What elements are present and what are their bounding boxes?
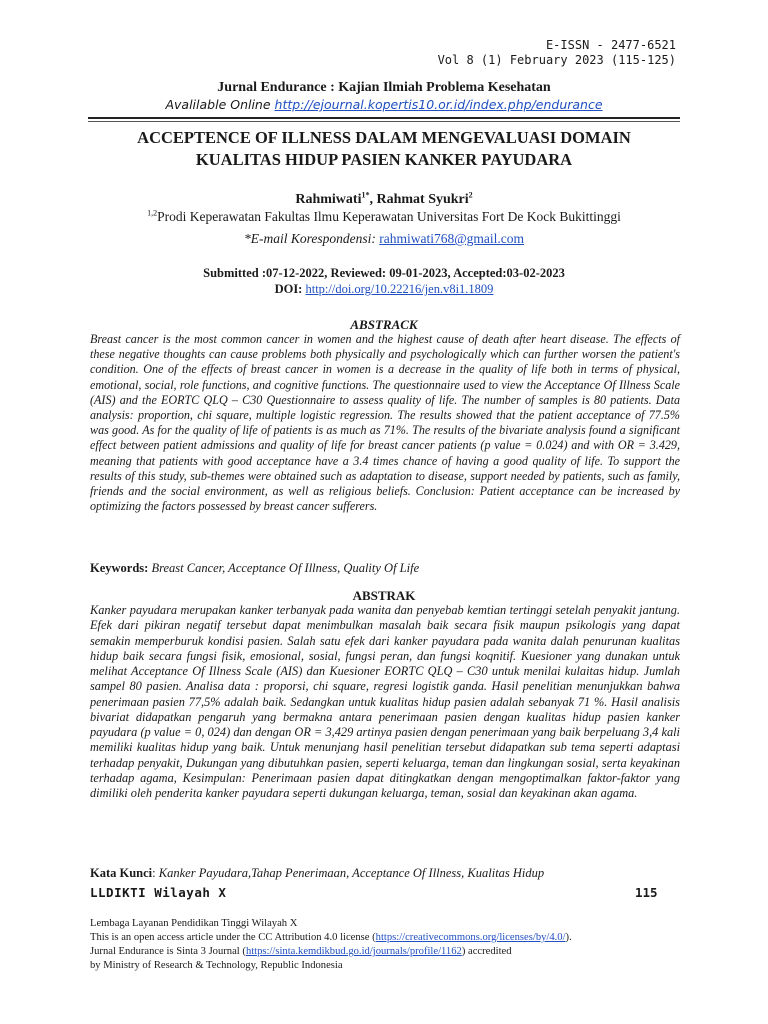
abstract-en-heading [0,317,768,333]
abstract-en-heading-text: ABSTRACK [350,317,418,332]
header-rule-top [88,117,680,119]
doi-label: DOI: [274,282,303,296]
journal-url-link[interactable]: http://ejournal.kopertis10.or.id/index.php/endurance [274,97,603,112]
title-line-1: ACCEPTENCE OF ILLNESS DALAM MENGEVALUASI DOMAIN [137,128,631,147]
keywords-id: Kata Kunci: Kanker Payudara,Tahap Penerimaan, Acceptance Of Illness, Kualitas Hidup [90,866,545,880]
affiliation [0,209,768,225]
affiliation-sup: 1,2 [147,208,158,218]
doi-link[interactable]: http://doi.org/10.22216/jen.v8i1.1809 [305,282,494,296]
available-label: Avalilable Online [165,97,271,112]
abstract-en-body: Breast cancer is the most common cancer in women and the highest cause of death after heart disease. The effects of these negative thoughts can cause problems both physically and psychologically which can further worsen the patient's condition. One of the effects of breast cancer in women is a decrease in the quality of life both in terms of physical, emotional, social, role functions, and cognitive functions. The questionnaire used to view the Acceptance Of Illness Scale (AIS) and the EORTC QLQ – C30 Questionnaire to assess quality of life. The number of samples is 80 patients. Data analysis: proportion, chi square, multiple logistic regression. The results showed that the patient acceptance of 77.5% was good. As for the quality of life of patients is as much as 71%. The results of the bivariate analysis found a significant effect between patient admissions and quality of life for breast cancer patients (p value = 0.024) and with OR = 3.429, meaning that patients with good acceptance have a 3.4 times chance of having a good quality of life. To support the results of this study, sub-themes were obtained such as adaptation to disease, support needed by patients, such as family, friends and the social environment, as well as religious beliefs. Conclusion: Patient acceptance can be increased by optimizing the factors possessed by breast cancer sufferers. [90,332,680,514]
submission-dates: Submitted :07-12-2022, Reviewed: 09-01-2023, Accepted:03-02-2023 [203,266,565,280]
author-2-sup: 2 [468,190,473,200]
footer-line-2-text: This is an open access article under the CC Attribution 4.0 license ( [90,932,376,943]
footer-line-4: by Ministry of Research & Technology, Republic Indonesia [90,960,343,971]
keywords-en-label: Keywords: [90,561,149,575]
correspondence-email [0,231,768,247]
page-number: 115 [635,885,658,900]
footer-line-2-end: ). [565,932,572,943]
license-link[interactable]: https://creativecommons.org/licenses/by/4.0/ [375,932,566,943]
keywords-id-label: Kata Kunci [90,866,153,880]
affiliation-text: Prodi Keperawatan Fakultas Ilmu Keperawatan Universitas Fort De Kock Bukittinggi [157,209,621,224]
keywords-id-text: Kanker Payudara,Tahap Penerimaan, Acceptance Of Illness, Kualitas Hidup [158,866,545,880]
email-label: *E-mail Korespondensi: [243,231,376,246]
keywords-en [90,561,690,576]
journal-name: Jurnal Endurance : Kajian Ilmiah Problema Kesehatan [217,80,551,95]
volume-text: Vol 8 (1) February 2023 (115-125) [437,53,676,67]
journal-issn-block [438,38,676,68]
author-1: Rahmiwati [295,192,362,207]
header-rule-bottom [88,121,680,122]
footer-line-1: Lembaga Layanan Pendidikan Tinggi Wilayah X [90,918,298,929]
email-link[interactable]: rahmiwati768@gmail.com [379,231,525,246]
sinta-link[interactable]: https://sinta.kemdikbud.go.id/journals/profile/1162 [245,946,462,957]
authors [0,192,768,208]
article-title [60,127,708,171]
footer-line-2 [90,931,690,945]
issn-text: E-ISSN - 2477-6521 [545,38,676,52]
title-line-2: KUALITAS HIDUP PASIEN KANKER PAYUDARA [195,150,573,169]
author-1-sup: 1* [361,190,370,200]
abstract-id-body: Kanker payudara merupakan kanker terbanyak pada wanita dan penyebab kemtian tertinggi setelah penyakit jantung. Efek dari pikiran negatif tersebut dapat menimbulkan masalah baik secara fisik maupun psikologis yang dapat semakin memperburuk kondisi pasien. Salah satu efek dari kanker payudara pada wanita dalah penurunan kualitas hidup baik secara fungsi fisik, emosional, sosial, fungsi peran, dan fungsi koqnitif. Kuesioner yang dunakan untuk melihat Acceptance Of Illness Scale (AIS) dan Kuesioner EORTC QLQ – C30 untuk menilai kulaitas hidup. Jumlah sampel 80 pasien. Analisa data : proporsi, chi square, regresi logistik ganda. Hasil penelitian menunjukkan bahwa penerimaan pasien 77,5% adalah baik. Sedangkan untuk kualitas hidup pasien adalah sebanyak 71 %. Hasil analisis bivariat didapatkan pengaruh yang bermakna antara penerimaan pasien dengan kualitas hidup pasien kanker payudara (p value = 0, 024) dan dengan OR = 3,429 artinya pasien dengan penerimaan yang baik berpeluang 3,4 kali memiliki kualitas hidup yang baik. Untuk menunjang hasil penelitian tersebut didapatkan sub tema seperti adaptasi terhadap penyakit, Dukungan yang dibutuhkan pasien, seperti keluarga, teman dan lingkungan sosial, serta keyakinan terhadap agama, Kesimpulan: Penerimaan pasien dapat ditingkatkan dengan mengoptimalkan faktor-faktor yang dimiliki oleh penderita kanker payudara seperti dukungan keluarga, teman, sosial dan keyakinan akan agama. [90,603,680,800]
journal-availability [0,97,768,112]
footer-institution: LLDIKTI Wilayah X [90,885,227,900]
footer-notes [90,917,690,973]
author-2: Rahmat Syukri [376,192,469,207]
keywords-en-text: Breast Cancer, Acceptance Of Illness, Quality Of Life [151,561,420,575]
doi-line [0,282,768,297]
footer-line-3-end: ) accredited [461,946,512,957]
footer-line-3-text: Jurnal Endurance is Sinta 3 Journal ( [90,946,246,957]
footer-line-3 [90,945,690,959]
abstract-id-heading: ABSTRAK [352,588,416,603]
author-separator: , [369,192,377,207]
